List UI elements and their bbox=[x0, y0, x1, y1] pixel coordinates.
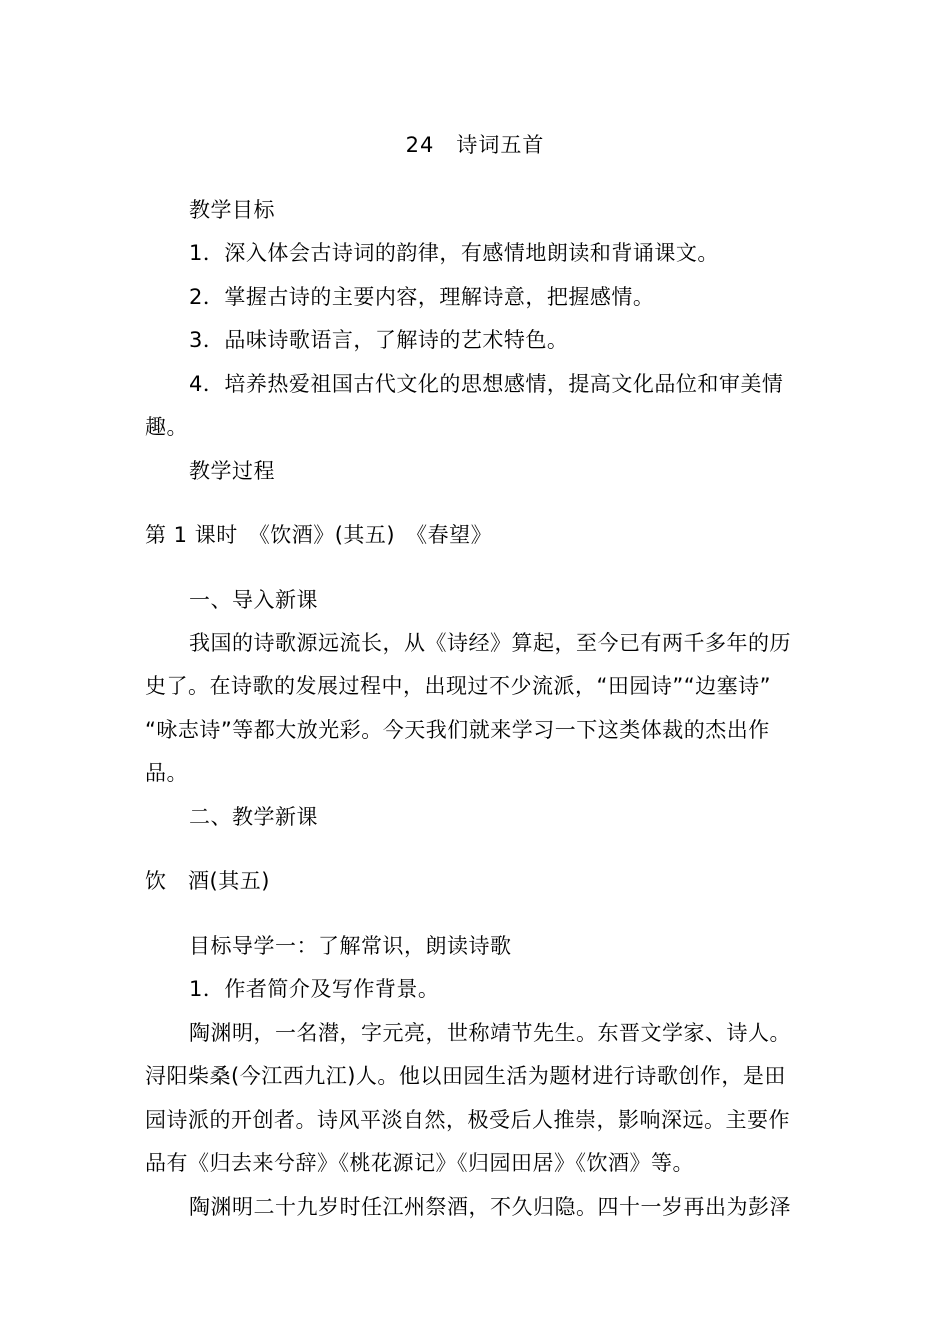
goals-heading: 教学目标 bbox=[189, 198, 275, 222]
poem-heading: 饮 酒(其五) bbox=[145, 869, 270, 893]
author-paragraph-line: 浔阳柴桑(今江西九江)人。他以田园生活为题材进行诗歌创作，是田 bbox=[145, 1064, 786, 1088]
page-title: 24 诗词五首 bbox=[405, 133, 545, 157]
author-paragraph-line: 陶渊明，一名潜，字元亮，世称靖节先生。东晋文学家、诗人。 bbox=[189, 1021, 791, 1045]
item1-heading: 1．作者简介及写作背景。 bbox=[189, 977, 440, 1001]
intro-paragraph-line: “咏志诗”等都大放光彩。今天我们就来学习一下这类体裁的杰出作 bbox=[145, 718, 770, 742]
process-heading: 教学过程 bbox=[189, 459, 275, 483]
goal-item: 1．深入体会古诗词的韵律，有感情地朗读和背诵课文。 bbox=[189, 241, 719, 265]
goal-item: 3．品味诗歌语言，了解诗的艺术特色。 bbox=[189, 328, 569, 352]
target1-heading: 目标导学一：了解常识，朗读诗歌 bbox=[189, 934, 512, 958]
intro-paragraph-line: 史了。在诗歌的发展过程中，出现过不少流派，“田园诗”“边塞诗” bbox=[145, 674, 772, 698]
intro-paragraph-line: 品。 bbox=[145, 761, 188, 785]
goal-item-continuation: 趣。 bbox=[145, 415, 188, 439]
author-paragraph-line: 品有《归去来兮辞》《桃花源记》《归园田居》《饮酒》等。 bbox=[145, 1151, 694, 1175]
background-paragraph-line: 陶渊明二十九岁时任江州祭酒，不久归隐。四十一岁再出为彭泽 bbox=[189, 1195, 791, 1219]
part2-heading: 二、教学新课 bbox=[189, 805, 318, 829]
intro-paragraph-line: 我国的诗歌源远流长，从《诗经》算起，至今已有两千多年的历 bbox=[189, 631, 791, 655]
goal-item: 2．掌握古诗的主要内容，理解诗意，把握感情。 bbox=[189, 285, 655, 309]
lesson-heading: 第 1 课时 《饮酒》(其五) 《春望》 bbox=[145, 523, 493, 547]
part1-heading: 一、导入新课 bbox=[189, 588, 318, 612]
author-paragraph-line: 园诗派的开创者。诗风平淡自然，极受后人推崇，影响深远。主要作 bbox=[145, 1108, 790, 1132]
goal-item: 4．培养热爱祖国古代文化的思想感情，提高文化品位和审美情 bbox=[189, 372, 784, 396]
